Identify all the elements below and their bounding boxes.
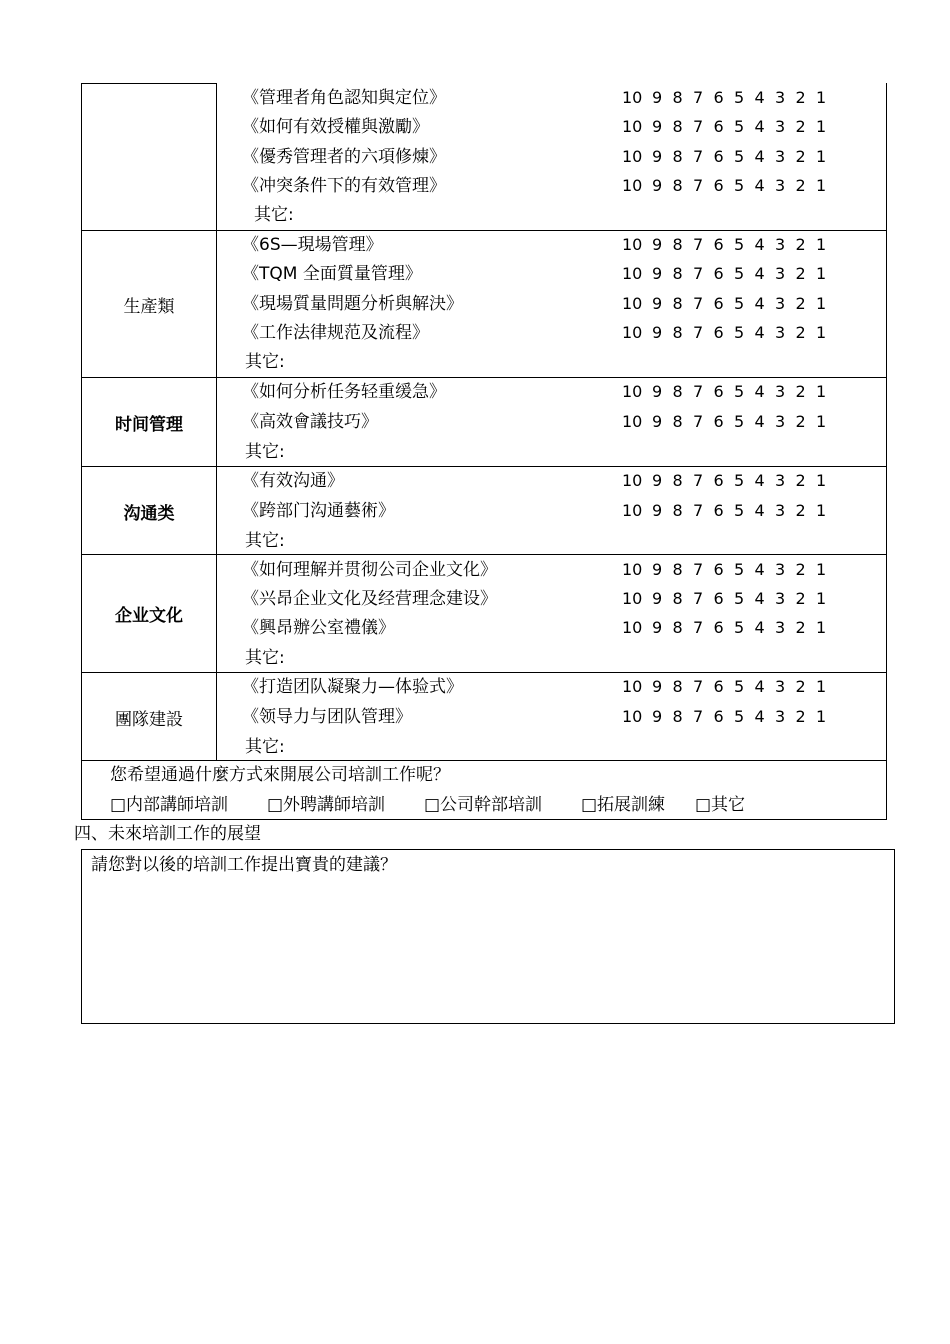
score-option-4[interactable]: 4 xyxy=(754,501,765,520)
score-option-1[interactable]: 1 xyxy=(816,412,827,431)
score-option-7[interactable]: 7 xyxy=(693,471,704,490)
score-option-5[interactable]: 5 xyxy=(734,117,745,136)
score-option-4[interactable]: 4 xyxy=(754,382,765,401)
score-option-9[interactable]: 9 xyxy=(652,117,663,136)
course-3-1: 《跨部门沟通藝術》 xyxy=(242,501,395,521)
score-option-9[interactable]: 9 xyxy=(652,323,663,342)
score-option-5[interactable]: 5 xyxy=(734,560,745,579)
score-option-9[interactable]: 9 xyxy=(652,677,663,696)
score-row xyxy=(622,264,837,284)
score-option-5[interactable]: 5 xyxy=(734,471,745,490)
score-option-5[interactable]: 5 xyxy=(734,589,745,608)
score-option-5[interactable]: 5 xyxy=(734,382,745,401)
score-option-9[interactable]: 9 xyxy=(652,88,663,107)
score-option-6[interactable]: 6 xyxy=(713,501,724,520)
score-option-10[interactable]: 10 xyxy=(622,412,643,431)
score-option-7[interactable]: 7 xyxy=(693,560,704,579)
score-option-2[interactable]: 2 xyxy=(795,412,806,431)
score-row xyxy=(622,618,837,638)
score-option-8[interactable]: 8 xyxy=(672,589,683,608)
score-option-7[interactable]: 7 xyxy=(693,589,704,608)
score-row xyxy=(622,88,837,108)
course-0-3: 《冲突条件下的有效管理》 xyxy=(242,176,446,196)
score-option-6[interactable]: 6 xyxy=(713,88,724,107)
score-option-6[interactable]: 6 xyxy=(713,147,724,166)
score-row xyxy=(622,323,837,343)
score-option-3[interactable]: 3 xyxy=(775,618,786,637)
score-option-8[interactable]: 8 xyxy=(672,264,683,283)
score-option-3[interactable]: 3 xyxy=(775,323,786,342)
score-option-9[interactable]: 9 xyxy=(652,471,663,490)
score-option-7[interactable]: 7 xyxy=(693,707,704,726)
score-row xyxy=(622,235,837,255)
score-option-5[interactable]: 5 xyxy=(734,235,745,254)
score-row xyxy=(622,707,837,727)
score-option-4[interactable]: 4 xyxy=(754,471,765,490)
score-option-10[interactable]: 10 xyxy=(622,707,643,726)
score-option-10[interactable]: 10 xyxy=(622,677,643,696)
score-row xyxy=(622,677,837,697)
category-column-divider xyxy=(216,83,217,760)
score-option-8[interactable]: 8 xyxy=(672,147,683,166)
score-option-1[interactable]: 1 xyxy=(816,117,827,136)
method-question: 您希望通過什麼方式來開展公司培訓工作呢？ xyxy=(110,765,450,785)
course-4-2: 《興昂辦公室禮儀》 xyxy=(242,618,395,638)
score-option-4[interactable]: 4 xyxy=(754,235,765,254)
score-option-2[interactable]: 2 xyxy=(795,589,806,608)
course-1-3: 《工作法律规范及流程》 xyxy=(242,323,429,343)
score-option-5[interactable]: 5 xyxy=(734,176,745,195)
category-label-production: 生產類 xyxy=(123,296,175,317)
score-option-6[interactable]: 6 xyxy=(713,412,724,431)
score-option-8[interactable]: 8 xyxy=(672,677,683,696)
score-option-1[interactable]: 1 xyxy=(816,294,827,313)
score-option-4[interactable]: 4 xyxy=(754,412,765,431)
score-option-6[interactable]: 6 xyxy=(713,323,724,342)
score-option-3[interactable]: 3 xyxy=(775,235,786,254)
score-option-9[interactable]: 9 xyxy=(652,560,663,579)
score-option-3[interactable]: 3 xyxy=(775,88,786,107)
category-label-culture: 企业文化 xyxy=(115,606,183,626)
score-option-2[interactable]: 2 xyxy=(795,176,806,195)
score-option-6[interactable]: 6 xyxy=(713,235,724,254)
score-row xyxy=(622,117,837,137)
score-divider xyxy=(601,230,886,231)
score-option-1[interactable]: 1 xyxy=(816,323,827,342)
score-row xyxy=(622,176,837,196)
score-option-7[interactable]: 7 xyxy=(693,323,704,342)
score-option-5[interactable]: 5 xyxy=(734,323,745,342)
score-option-3[interactable]: 3 xyxy=(775,589,786,608)
score-option-1[interactable]: 1 xyxy=(816,264,827,283)
score-option-6[interactable]: 6 xyxy=(713,707,724,726)
score-option-10[interactable]: 10 xyxy=(622,471,643,490)
category-cell-0 xyxy=(82,84,216,230)
score-row xyxy=(622,294,837,314)
score-option-2[interactable]: 2 xyxy=(795,382,806,401)
score-option-6[interactable]: 6 xyxy=(713,677,724,696)
score-option-7[interactable]: 7 xyxy=(693,176,704,195)
score-option-9[interactable]: 9 xyxy=(652,235,663,254)
score-option-2[interactable]: 2 xyxy=(795,117,806,136)
score-option-10[interactable]: 10 xyxy=(622,323,643,342)
score-option-10[interactable]: 10 xyxy=(622,618,643,637)
score-option-3[interactable]: 3 xyxy=(775,147,786,166)
score-option-1[interactable]: 1 xyxy=(816,235,827,254)
score-row xyxy=(622,412,837,432)
score-option-9[interactable]: 9 xyxy=(652,501,663,520)
score-option-10[interactable]: 10 xyxy=(622,117,643,136)
score-option-1[interactable]: 1 xyxy=(816,176,827,195)
score-option-9[interactable]: 9 xyxy=(652,294,663,313)
score-option-6[interactable]: 6 xyxy=(713,294,724,313)
score-option-8[interactable]: 8 xyxy=(672,235,683,254)
score-option-4[interactable]: 4 xyxy=(754,264,765,283)
score-option-7[interactable]: 7 xyxy=(693,412,704,431)
score-option-1[interactable]: 1 xyxy=(816,707,827,726)
table-right-border xyxy=(886,83,887,820)
score-option-7[interactable]: 7 xyxy=(693,294,704,313)
method-option-outward-bound[interactable]: □拓展訓練 xyxy=(581,795,666,815)
score-option-8[interactable]: 8 xyxy=(672,501,683,520)
score-option-3[interactable]: 3 xyxy=(775,501,786,520)
other-label-4: 其它: xyxy=(245,648,285,668)
score-option-7[interactable]: 7 xyxy=(693,677,704,696)
score-option-10[interactable]: 10 xyxy=(622,501,643,520)
score-option-4[interactable]: 4 xyxy=(754,294,765,313)
score-option-5[interactable]: 5 xyxy=(734,707,745,726)
score-option-2[interactable]: 2 xyxy=(795,235,806,254)
score-option-8[interactable]: 8 xyxy=(672,294,683,313)
score-option-1[interactable]: 1 xyxy=(816,88,827,107)
score-option-10[interactable]: 10 xyxy=(622,382,643,401)
category-cell-time xyxy=(82,378,216,466)
score-option-2[interactable]: 2 xyxy=(795,471,806,490)
other-label-1: 其它: xyxy=(245,352,285,372)
course-4-0: 《如何理解并贯彻公司企业文化》 xyxy=(242,560,497,580)
category-cell-culture xyxy=(82,555,216,672)
suggestion-box[interactable] xyxy=(81,849,895,1024)
score-option-3[interactable]: 3 xyxy=(775,707,786,726)
score-option-8[interactable]: 8 xyxy=(672,117,683,136)
score-option-4[interactable]: 4 xyxy=(754,323,765,342)
score-option-6[interactable]: 6 xyxy=(713,471,724,490)
score-option-7[interactable]: 7 xyxy=(693,618,704,637)
score-option-3[interactable]: 3 xyxy=(775,471,786,490)
score-option-4[interactable]: 4 xyxy=(754,117,765,136)
score-option-5[interactable]: 5 xyxy=(734,618,745,637)
score-option-9[interactable]: 9 xyxy=(652,176,663,195)
score-option-5[interactable]: 5 xyxy=(734,501,745,520)
score-option-2[interactable]: 2 xyxy=(795,88,806,107)
score-option-10[interactable]: 10 xyxy=(622,294,643,313)
score-option-2[interactable]: 2 xyxy=(795,501,806,520)
score-option-8[interactable]: 8 xyxy=(672,618,683,637)
score-option-6[interactable]: 6 xyxy=(713,589,724,608)
method-option-other[interactable]: □其它 xyxy=(695,795,746,815)
score-option-9[interactable]: 9 xyxy=(652,147,663,166)
score-option-8[interactable]: 8 xyxy=(672,560,683,579)
score-option-2[interactable]: 2 xyxy=(795,264,806,283)
score-option-2[interactable]: 2 xyxy=(795,618,806,637)
score-row xyxy=(622,501,837,521)
score-option-10[interactable]: 10 xyxy=(622,235,643,254)
course-3-0: 《有效沟通》 xyxy=(242,471,344,491)
score-option-10[interactable]: 10 xyxy=(622,264,643,283)
category-label-time: 时间管理 xyxy=(115,414,183,435)
score-option-3[interactable]: 3 xyxy=(775,176,786,195)
score-option-10[interactable]: 10 xyxy=(622,88,643,107)
category-cell-production xyxy=(82,231,216,377)
score-option-4[interactable]: 4 xyxy=(754,88,765,107)
score-option-8[interactable]: 8 xyxy=(672,707,683,726)
score-option-10[interactable]: 10 xyxy=(622,147,643,166)
score-option-1[interactable]: 1 xyxy=(816,471,827,490)
score-option-5[interactable]: 5 xyxy=(734,264,745,283)
score-option-4[interactable]: 4 xyxy=(754,560,765,579)
score-option-8[interactable]: 8 xyxy=(672,176,683,195)
course-5-0: 《打造团队凝聚力—体验式》 xyxy=(242,677,463,697)
score-option-6[interactable]: 6 xyxy=(713,264,724,283)
score-option-1[interactable]: 1 xyxy=(816,147,827,166)
section-4-title: 四、未來培訓工作的展望 xyxy=(74,824,261,844)
score-option-6[interactable]: 6 xyxy=(713,382,724,401)
suggestion-prompt: 請您對以後的培訓工作提出寶貴的建議？ xyxy=(91,855,397,875)
score-option-8[interactable]: 8 xyxy=(672,382,683,401)
score-option-5[interactable]: 5 xyxy=(734,294,745,313)
score-option-6[interactable]: 6 xyxy=(713,618,724,637)
score-option-4[interactable]: 4 xyxy=(754,707,765,726)
score-option-10[interactable]: 10 xyxy=(622,560,643,579)
score-option-9[interactable]: 9 xyxy=(652,618,663,637)
score-option-5[interactable]: 5 xyxy=(734,88,745,107)
course-1-1: 《TQM 全面質量管理》 xyxy=(242,264,422,284)
score-option-1[interactable]: 1 xyxy=(816,501,827,520)
table-bottom-border xyxy=(81,819,887,820)
score-option-9[interactable]: 9 xyxy=(652,707,663,726)
method-option-external[interactable]: □外聘講師培訓 xyxy=(267,795,386,815)
score-option-6[interactable]: 6 xyxy=(713,560,724,579)
score-option-2[interactable]: 2 xyxy=(795,323,806,342)
score-option-4[interactable]: 4 xyxy=(754,589,765,608)
score-option-2[interactable]: 2 xyxy=(795,707,806,726)
category-cell-teambuilding xyxy=(82,673,216,761)
score-option-4[interactable]: 4 xyxy=(754,618,765,637)
score-option-5[interactable]: 5 xyxy=(734,147,745,166)
category-label-communication: 沟通类 xyxy=(123,503,175,524)
score-option-8[interactable]: 8 xyxy=(672,412,683,431)
score-row xyxy=(622,560,837,580)
course-4-1: 《兴昂企业文化及经营理念建设》 xyxy=(242,589,497,609)
score-option-4[interactable]: 4 xyxy=(754,176,765,195)
score-option-10[interactable]: 10 xyxy=(622,589,643,608)
score-option-9[interactable]: 9 xyxy=(652,264,663,283)
other-label-5: 其它: xyxy=(245,737,285,757)
score-option-1[interactable]: 1 xyxy=(816,382,827,401)
score-option-7[interactable]: 7 xyxy=(693,382,704,401)
score-option-7[interactable]: 7 xyxy=(693,88,704,107)
score-option-8[interactable]: 8 xyxy=(672,88,683,107)
score-option-2[interactable]: 2 xyxy=(795,147,806,166)
score-option-6[interactable]: 6 xyxy=(713,117,724,136)
score-option-1[interactable]: 1 xyxy=(816,589,827,608)
score-row xyxy=(622,589,837,609)
score-option-8[interactable]: 8 xyxy=(672,323,683,342)
other-label-3: 其它: xyxy=(245,531,285,551)
score-option-9[interactable]: 9 xyxy=(652,382,663,401)
score-option-3[interactable]: 3 xyxy=(775,294,786,313)
score-option-4[interactable]: 4 xyxy=(754,147,765,166)
score-option-6[interactable]: 6 xyxy=(713,176,724,195)
score-option-2[interactable]: 2 xyxy=(795,294,806,313)
other-label-2: 其它: xyxy=(245,442,285,462)
score-option-9[interactable]: 9 xyxy=(652,412,663,431)
course-2-0: 《如何分析任务轻重缓急》 xyxy=(242,382,446,402)
course-5-1: 《领导力与团队管理》 xyxy=(242,707,412,727)
score-option-3[interactable]: 3 xyxy=(775,117,786,136)
score-option-10[interactable]: 10 xyxy=(622,176,643,195)
score-option-5[interactable]: 5 xyxy=(734,677,745,696)
score-option-3[interactable]: 3 xyxy=(775,382,786,401)
course-0-1: 《如何有效授權與激勵》 xyxy=(242,117,429,137)
score-row xyxy=(622,471,837,491)
score-row xyxy=(622,147,837,167)
score-option-7[interactable]: 7 xyxy=(693,501,704,520)
score-option-7[interactable]: 7 xyxy=(693,264,704,283)
category-cell-communication xyxy=(82,467,216,555)
other-label-0: 其它: xyxy=(254,205,294,225)
score-option-3[interactable]: 3 xyxy=(775,560,786,579)
method-option-internal[interactable]: □内部講師培訓 xyxy=(110,795,229,815)
course-0-0: 《管理者角色認知與定位》 xyxy=(242,88,446,108)
score-option-5[interactable]: 5 xyxy=(734,412,745,431)
course-1-2: 《現場質量問題分析與解決》 xyxy=(242,294,463,314)
course-2-1: 《高效會議技巧》 xyxy=(242,412,378,432)
score-option-7[interactable]: 7 xyxy=(693,147,704,166)
course-1-0: 《6S—現場管理》 xyxy=(242,235,383,255)
score-option-3[interactable]: 3 xyxy=(775,412,786,431)
score-option-3[interactable]: 3 xyxy=(775,677,786,696)
score-option-3[interactable]: 3 xyxy=(775,264,786,283)
method-option-cadre[interactable]: □公司幹部培訓 xyxy=(424,795,543,815)
score-option-8[interactable]: 8 xyxy=(672,471,683,490)
score-row xyxy=(622,382,837,402)
score-option-7[interactable]: 7 xyxy=(693,235,704,254)
score-option-7[interactable]: 7 xyxy=(693,117,704,136)
score-option-2[interactable]: 2 xyxy=(795,560,806,579)
score-option-1[interactable]: 1 xyxy=(816,677,827,696)
score-option-9[interactable]: 9 xyxy=(652,589,663,608)
score-option-1[interactable]: 1 xyxy=(816,618,827,637)
category-label-teambuilding: 團隊建設 xyxy=(115,709,183,730)
course-0-2: 《優秀管理者的六項修煉》 xyxy=(242,147,446,167)
score-option-2[interactable]: 2 xyxy=(795,677,806,696)
score-option-4[interactable]: 4 xyxy=(754,677,765,696)
score-option-1[interactable]: 1 xyxy=(816,560,827,579)
